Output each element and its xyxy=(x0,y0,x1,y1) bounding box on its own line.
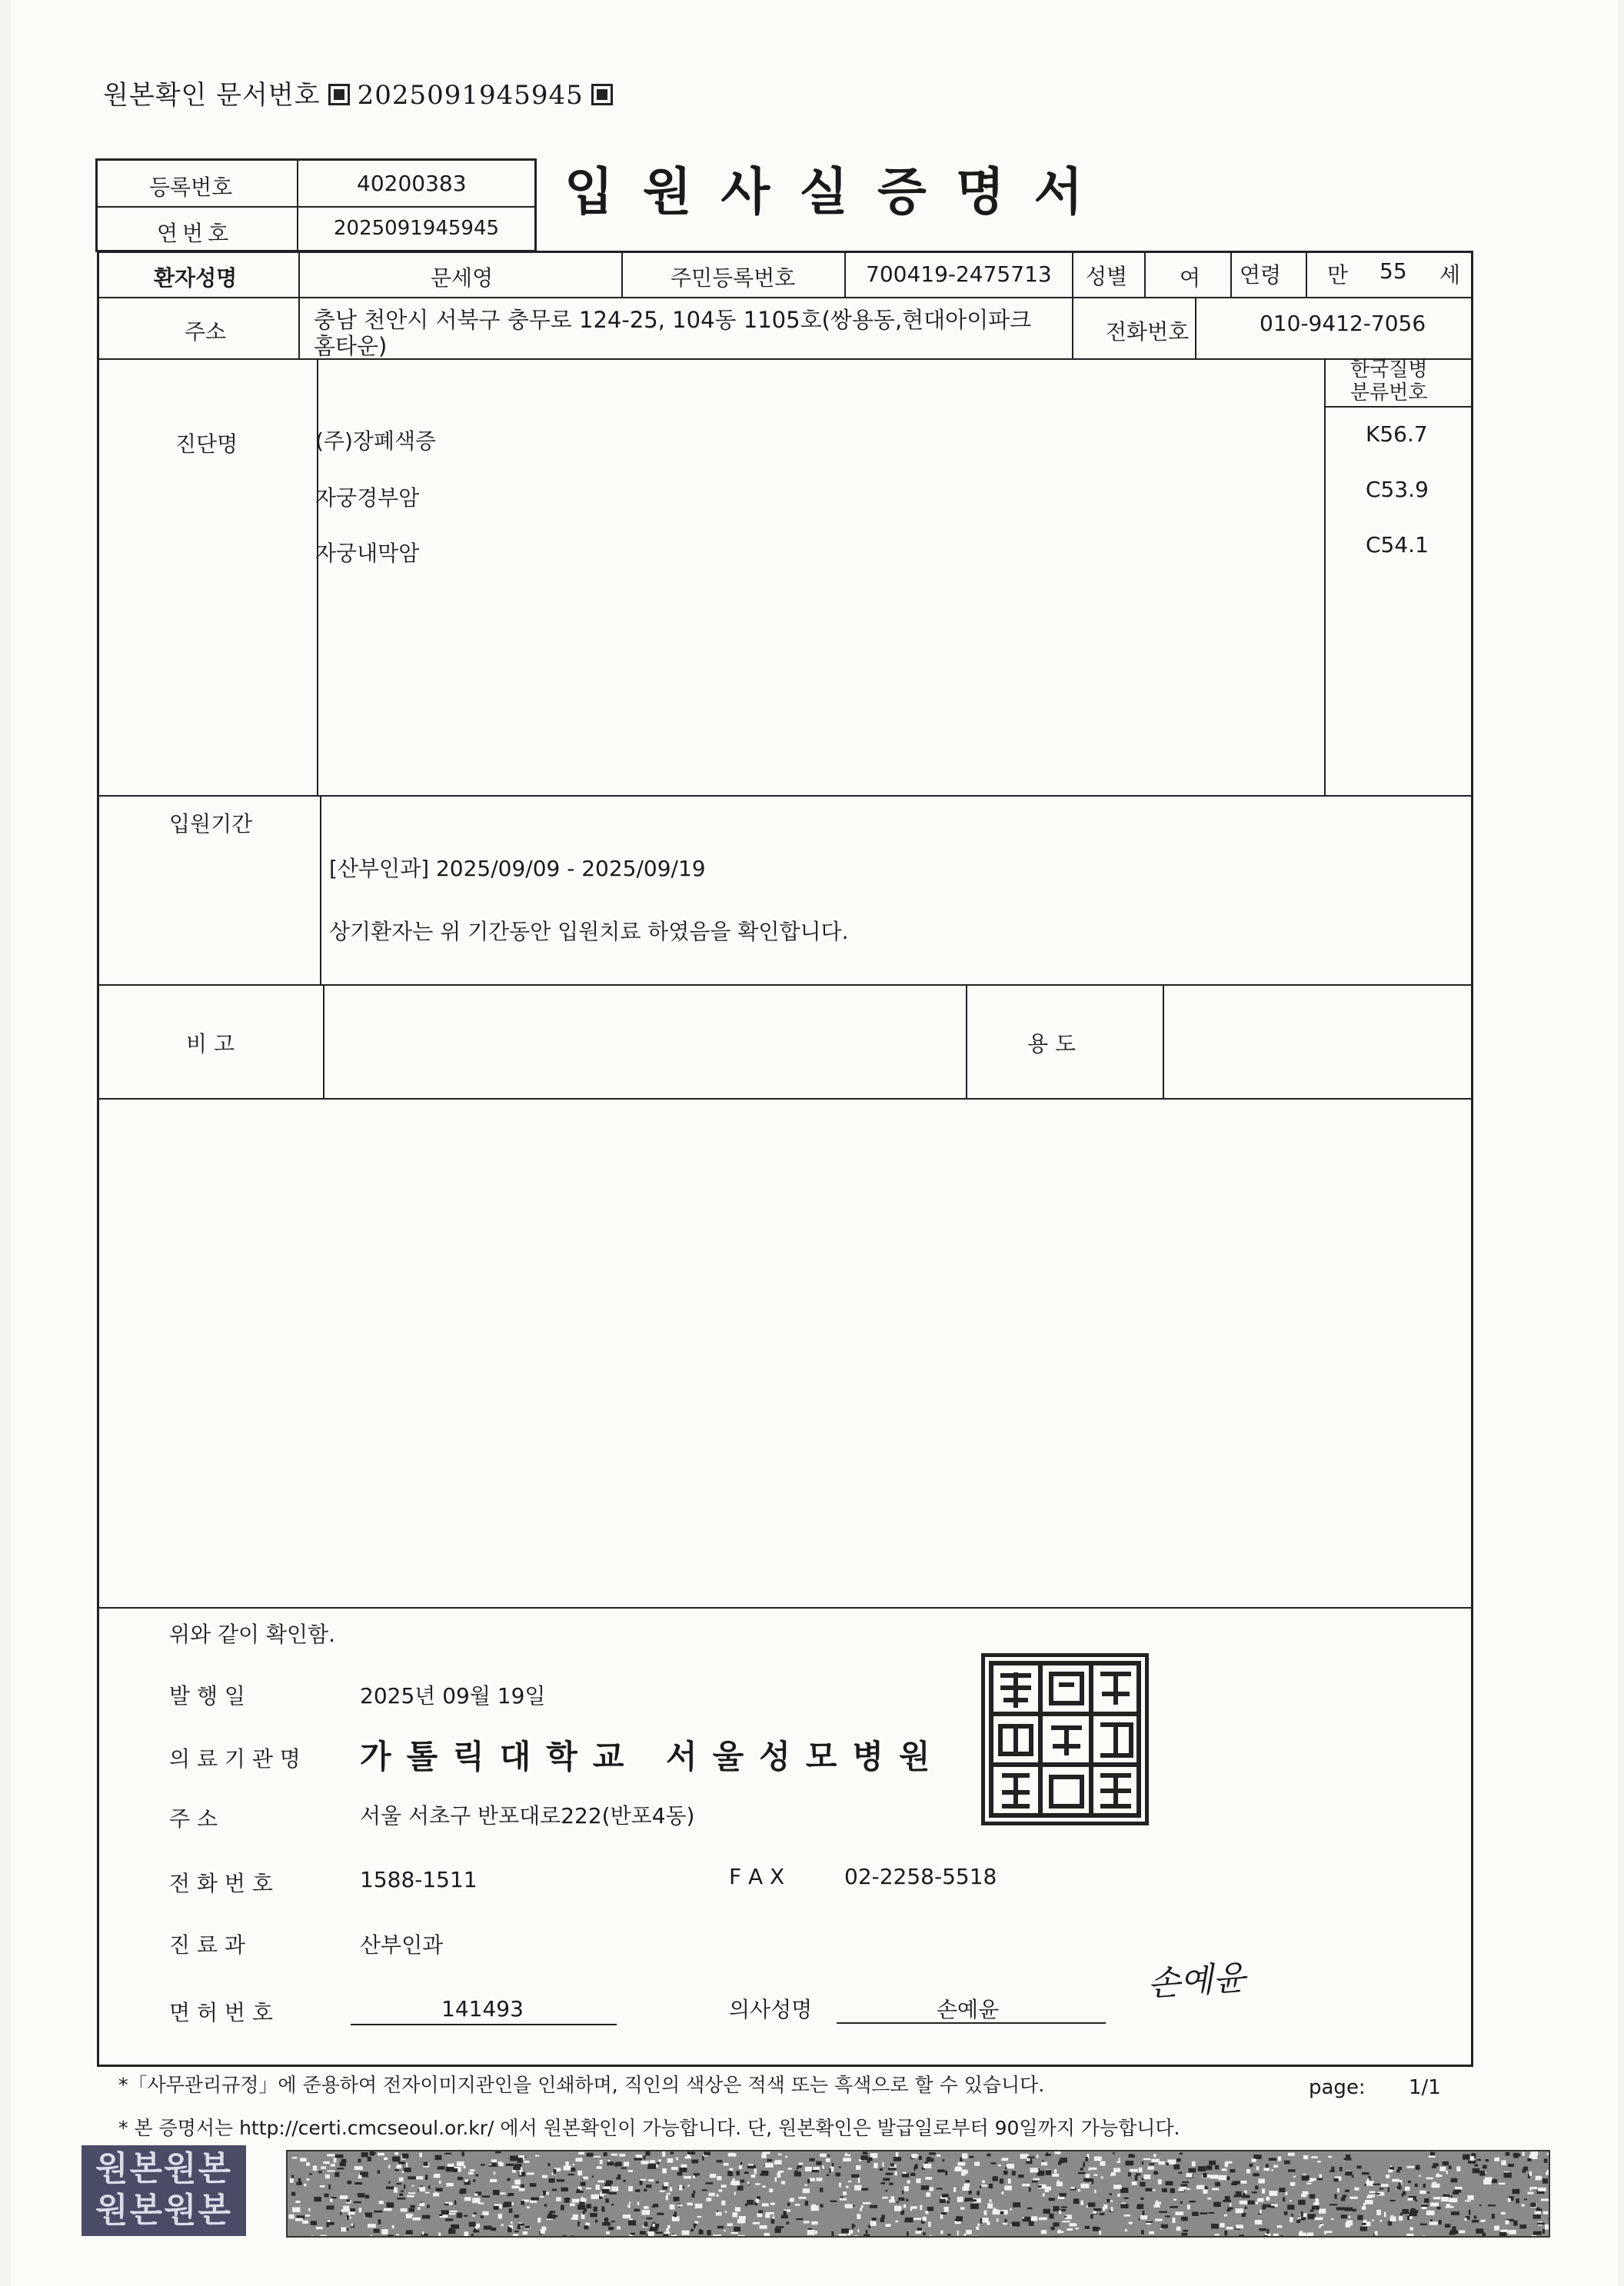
page-value: 1/1 xyxy=(1409,2076,1441,2099)
diagnosis-name: 자궁내막암 xyxy=(315,541,420,566)
doctor-name: 손예윤 xyxy=(937,1997,1000,2022)
patient-name-label: 환자성명 xyxy=(154,265,238,291)
official-seal xyxy=(981,1653,1149,1825)
serial-label: 연번호 xyxy=(157,221,234,246)
license-label: 면 허 번 호 xyxy=(169,2000,273,2025)
fax-label: F A X xyxy=(729,1864,785,1889)
verify-number: 2025091945945 xyxy=(357,80,584,111)
dept-value: 산부인과 xyxy=(360,1932,444,1958)
noise-pattern xyxy=(288,2151,1549,2236)
age-prefix: 만 xyxy=(1327,262,1349,288)
document-page xyxy=(11,0,1618,2286)
license-number: 141493 xyxy=(441,1996,524,2021)
issue-date: 2025년 09월 19일 xyxy=(360,1683,546,1709)
address-line2: 홈타운) xyxy=(314,333,388,359)
admission-statement: 상기환자는 위 기간동안 입원치료 하였음을 확인합니다. xyxy=(329,919,849,944)
main-table xyxy=(97,251,1473,2067)
code-header-1: 한국질병 xyxy=(1350,358,1428,381)
document-title: 입원사실증명서 xyxy=(564,162,1113,221)
inst-address: 서울 서초구 반포대로222(반포4동) xyxy=(360,1803,695,1828)
purpose-label: 용 도 xyxy=(1027,1031,1076,1056)
diagnosis-label: 진단명 xyxy=(175,431,238,457)
serial-value: 2025091945945 xyxy=(334,217,500,240)
admission-period: [산부인과] 2025/09/09 - 2025/09/19 xyxy=(329,856,706,881)
diagnosis-code: C54.1 xyxy=(1366,532,1429,557)
sex-label: 성별 xyxy=(1086,264,1128,289)
diagnosis-code: C53.9 xyxy=(1366,477,1429,502)
note-2: * 본 증명서는 http://certi.cmcseoul.or.kr/ 에서 원본확인이 가능합니다. 단, 원본확인은 발급일로부터 90일까지 가능합니다. xyxy=(118,2117,1180,2139)
confirm-text: 위와 같이 확인함. xyxy=(169,1622,336,1647)
original-watermark: 원본원본원본원본 xyxy=(82,2145,246,2236)
phone-value: 010-9412-7056 xyxy=(1260,311,1426,336)
square-icon xyxy=(591,84,613,105)
rrn-value: 700419-2475713 xyxy=(866,261,1052,287)
tel-label: 전 화 번 호 xyxy=(169,1871,273,1896)
doctor-signature: 손예윤 xyxy=(1146,1958,1247,2005)
code-header-2: 분류번호 xyxy=(1350,381,1428,404)
rrn-label: 주민등록번호 xyxy=(671,265,796,291)
age-suffix: 세 xyxy=(1439,262,1461,288)
verify-line xyxy=(103,74,621,111)
address-line1: 충남 천안시 서북구 충무로 124-25, 104동 1105호(쌍용동,현대아이파크 xyxy=(314,307,1032,333)
phone-label: 전화번호 xyxy=(1106,319,1190,344)
admission-label: 입원기간 xyxy=(169,811,253,837)
diagnosis-code: K56.7 xyxy=(1366,421,1428,447)
seal-icon xyxy=(985,1657,1145,1822)
diagnosis-name: 자궁경부암 xyxy=(315,485,420,511)
sex-value: 여 xyxy=(1180,265,1201,291)
reg-label: 등록번호 xyxy=(149,175,233,200)
security-pattern xyxy=(286,2150,1550,2238)
dept-label: 진 료 과 xyxy=(169,1932,245,1958)
reg-value: 40200383 xyxy=(357,171,467,196)
doctor-label: 의사성명 xyxy=(729,1997,813,2022)
age-label: 연령 xyxy=(1240,262,1282,288)
page-label: page: xyxy=(1309,2076,1366,2099)
institution-label: 의 료 기 관 명 xyxy=(169,1746,301,1772)
note-1: *「사무관리규정」에 준용하여 전자이미지관인을 인쇄하며, 직인의 색상은 적색 또는 흑색으로 할 수 있습니다. xyxy=(118,2074,1045,2096)
remarks-label: 비 고 xyxy=(186,1031,235,1056)
inst-address-label: 주 소 xyxy=(169,1806,218,1832)
diagnosis-name: (주)장폐색증 xyxy=(315,428,437,454)
fax-value: 02-2258-5518 xyxy=(844,1864,997,1889)
age-value: 55 xyxy=(1379,258,1407,284)
patient-name: 문세영 xyxy=(431,265,494,291)
issue-date-label: 발 행 일 xyxy=(169,1683,245,1709)
tel-value: 1588-1511 xyxy=(360,1867,478,1892)
verify-label: 원본확인 문서번호 xyxy=(103,80,321,111)
address-label: 주소 xyxy=(185,319,227,344)
institution-name: 가톨릭대학교 서울성모병원 xyxy=(360,1738,946,1775)
square-icon xyxy=(328,84,350,105)
